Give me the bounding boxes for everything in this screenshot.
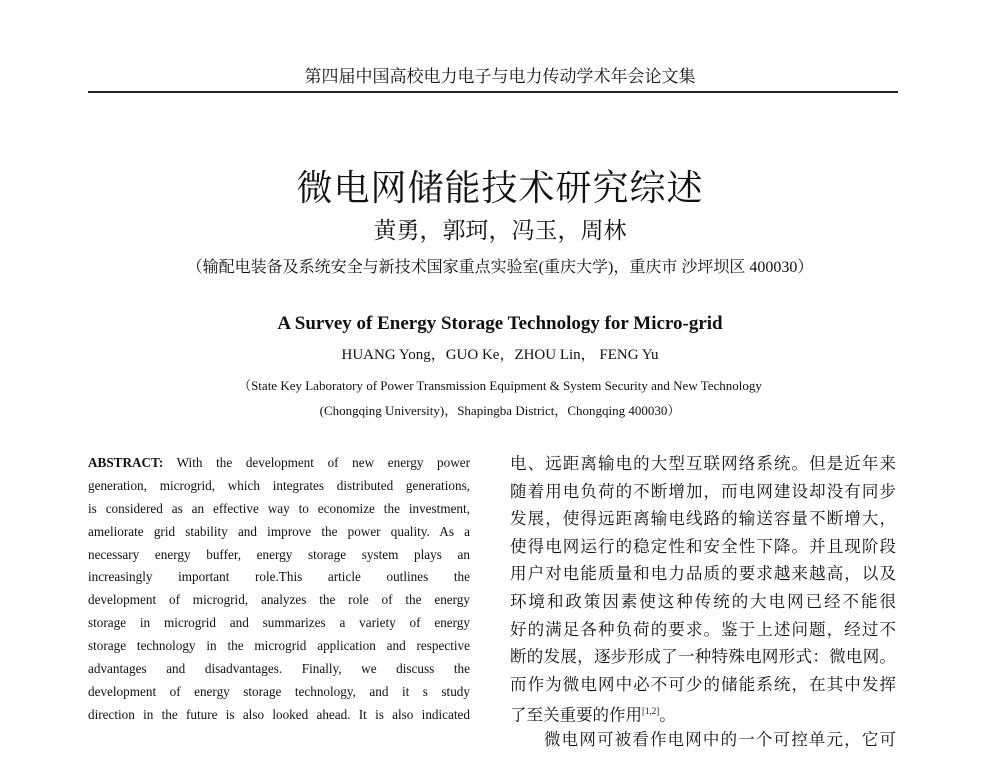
abstract-label: ABSTRACT: [88,455,164,470]
body-line: 好的满足各种负荷的要求。鉴于上述问题，经过不 [510,619,896,639]
abstract-line: necessary energy buffer, energy storage system plays an [88,546,470,562]
running-header: 第四届中国高校电力电子与电力传动学术年会论文集 [304,67,696,86]
abstract-line: storage in microgrid and summarizes a variety of energy [88,615,470,631]
english-affiliation-line-1: （State Key Laboratory of Power Transmission Equipment & System Security and New Technology [238,378,762,393]
english-authors: HUANG Yong，GUO Ke，ZHOU Lin， FENG Yu [341,347,659,363]
abstract-line [88,452,470,475]
body-line: 使得电网运行的稳定性和安全性下降。并且现阶段 [510,536,896,556]
abstract-line: ameliorate grid stability and improve the power quality. As a [88,523,470,539]
abstract-line: direction in the future is also looked ahead. It is also indicated [88,706,470,722]
abstract-line: increasingly important role.This article outlines the [88,569,470,585]
body-text: 。 [659,705,676,725]
abstract-line: is considered as an effective way to economize the investment, [88,500,470,516]
body-line: 环境和政策因素使这种传统的大电网已经不能很 [510,591,896,611]
body-line: 发展，使得远距离输电线路的输送容量不断增大， [510,509,896,529]
english-affiliation-line-2: (Chongqing University)，Shapingba District，Chongqing 400030） [319,403,681,418]
chinese-affiliation: （输配电装备及系统安全与新技术国家重点实验室(重庆大学)，重庆市 沙坪坝区 400030） [186,259,814,276]
abstract-column [88,452,470,727]
body-line: 断的发展，逐步形成了一种特殊电网形式：微电网。 [510,647,896,667]
english-title: A Survey of Energy Storage Technology for Micro-grid [277,313,723,334]
abstract-line: development of energy storage technology, and it s study [88,683,470,699]
citation: [1,2] [642,706,660,717]
abstract-line: advantages and disadvantages. Finally, we discuss the [88,661,470,677]
body-line: 微电网可被看作电网中的一个可控单元，它可 [544,729,896,749]
body-column-right [510,450,896,754]
body-line: 而作为微电网中必不可少的储能系统，在其中发挥 [510,674,896,694]
body-line: 用户对电能质量和电力品质的要求越来越高，以及 [510,564,896,584]
body-line [510,698,896,726]
body-line: 随着用电负荷的不断增加，而电网建设却没有同步 [510,481,896,501]
abstract-text: With the development of new energy power [176,455,470,470]
abstract-line: storage technology in the microgrid application and respective [88,638,470,654]
header-rule [88,91,898,93]
abstract-line: development of microgrid, analyzes the role of the energy [88,592,470,608]
abstract-line: generation, microgrid, which integrates distributed generations, [88,477,470,493]
body-text: 了至关重要的作用 [510,705,642,725]
chinese-authors: 黄勇，郭珂，冯玉，周林 [373,218,627,243]
chinese-title: 微电网储能技术研究综述 [296,168,704,208]
body-line: 电、远距离输电的大型互联网络系统。但是近年来 [510,454,896,473]
